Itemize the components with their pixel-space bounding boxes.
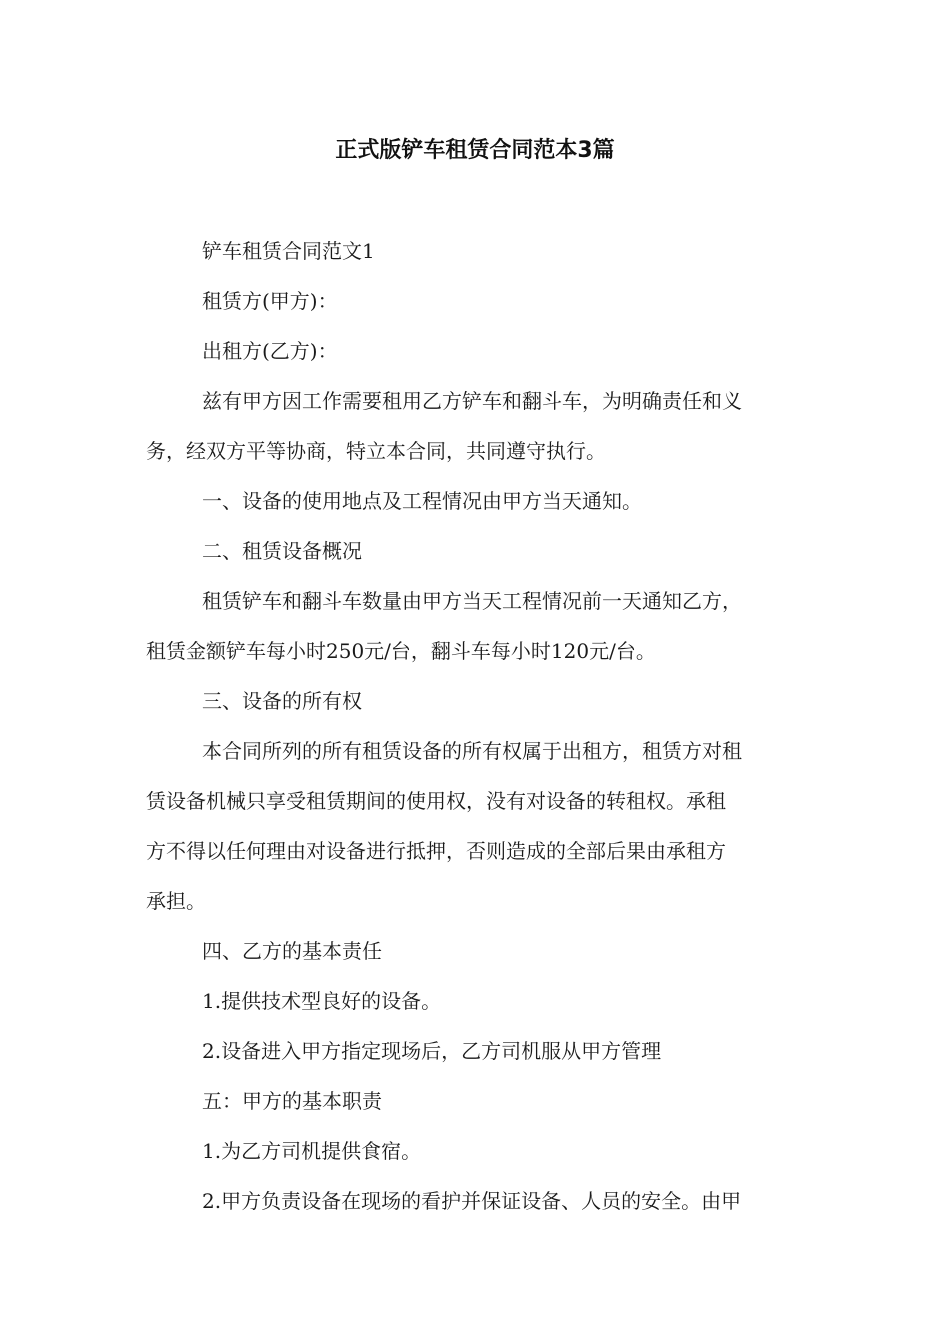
- paragraph-line: 本合同所列的所有租赁设备的所有权属于出租方，租赁方对租: [202, 739, 742, 763]
- section-heading: 铲车租赁合同范文1: [202, 239, 375, 263]
- list-item: 1.提供技术型良好的设备。: [202, 989, 442, 1013]
- document-title: 正式版铲车租赁合同范本3篇: [335, 138, 615, 163]
- clause-heading: 五：甲方的基本职责: [202, 1089, 382, 1113]
- party-b-label: 出租方(乙方)：: [202, 339, 338, 363]
- list-item: 2.设备进入甲方指定现场后，乙方司机服从甲方管理: [202, 1039, 662, 1063]
- paragraph-line: 兹有甲方因工作需要租用乙方铲车和翻斗车，为明确责任和义: [202, 389, 742, 413]
- list-item: 2.甲方负责设备在现场的看护并保证设备、人员的安全。由甲: [202, 1189, 742, 1213]
- paragraph-line: 方不得以任何理由对设备进行抵押，否则造成的全部后果由承租方: [146, 839, 726, 863]
- clause-heading: 三、设备的所有权: [202, 689, 362, 713]
- paragraph-line: 承担。: [146, 889, 206, 913]
- party-a-label: 租赁方(甲方)：: [202, 289, 338, 313]
- paragraph-line: 赁设备机械只享受租赁期间的使用权，没有对设备的转租权。承租: [146, 789, 726, 813]
- clause-heading: 二、租赁设备概况: [202, 539, 362, 563]
- clause-heading: 一、设备的使用地点及工程情况由甲方当天通知。: [202, 489, 642, 513]
- paragraph-line: 租赁铲车和翻斗车数量由甲方当天工程情况前一天通知乙方，: [202, 589, 742, 613]
- paragraph-line: 租赁金额铲车每小时250元/台，翻斗车每小时120元/台。: [146, 639, 656, 663]
- paragraph-line: 务，经双方平等协商，特立本合同，共同遵守执行。: [146, 439, 606, 463]
- list-item: 1.为乙方司机提供食宿。: [202, 1139, 422, 1163]
- clause-heading: 四、乙方的基本责任: [202, 939, 382, 963]
